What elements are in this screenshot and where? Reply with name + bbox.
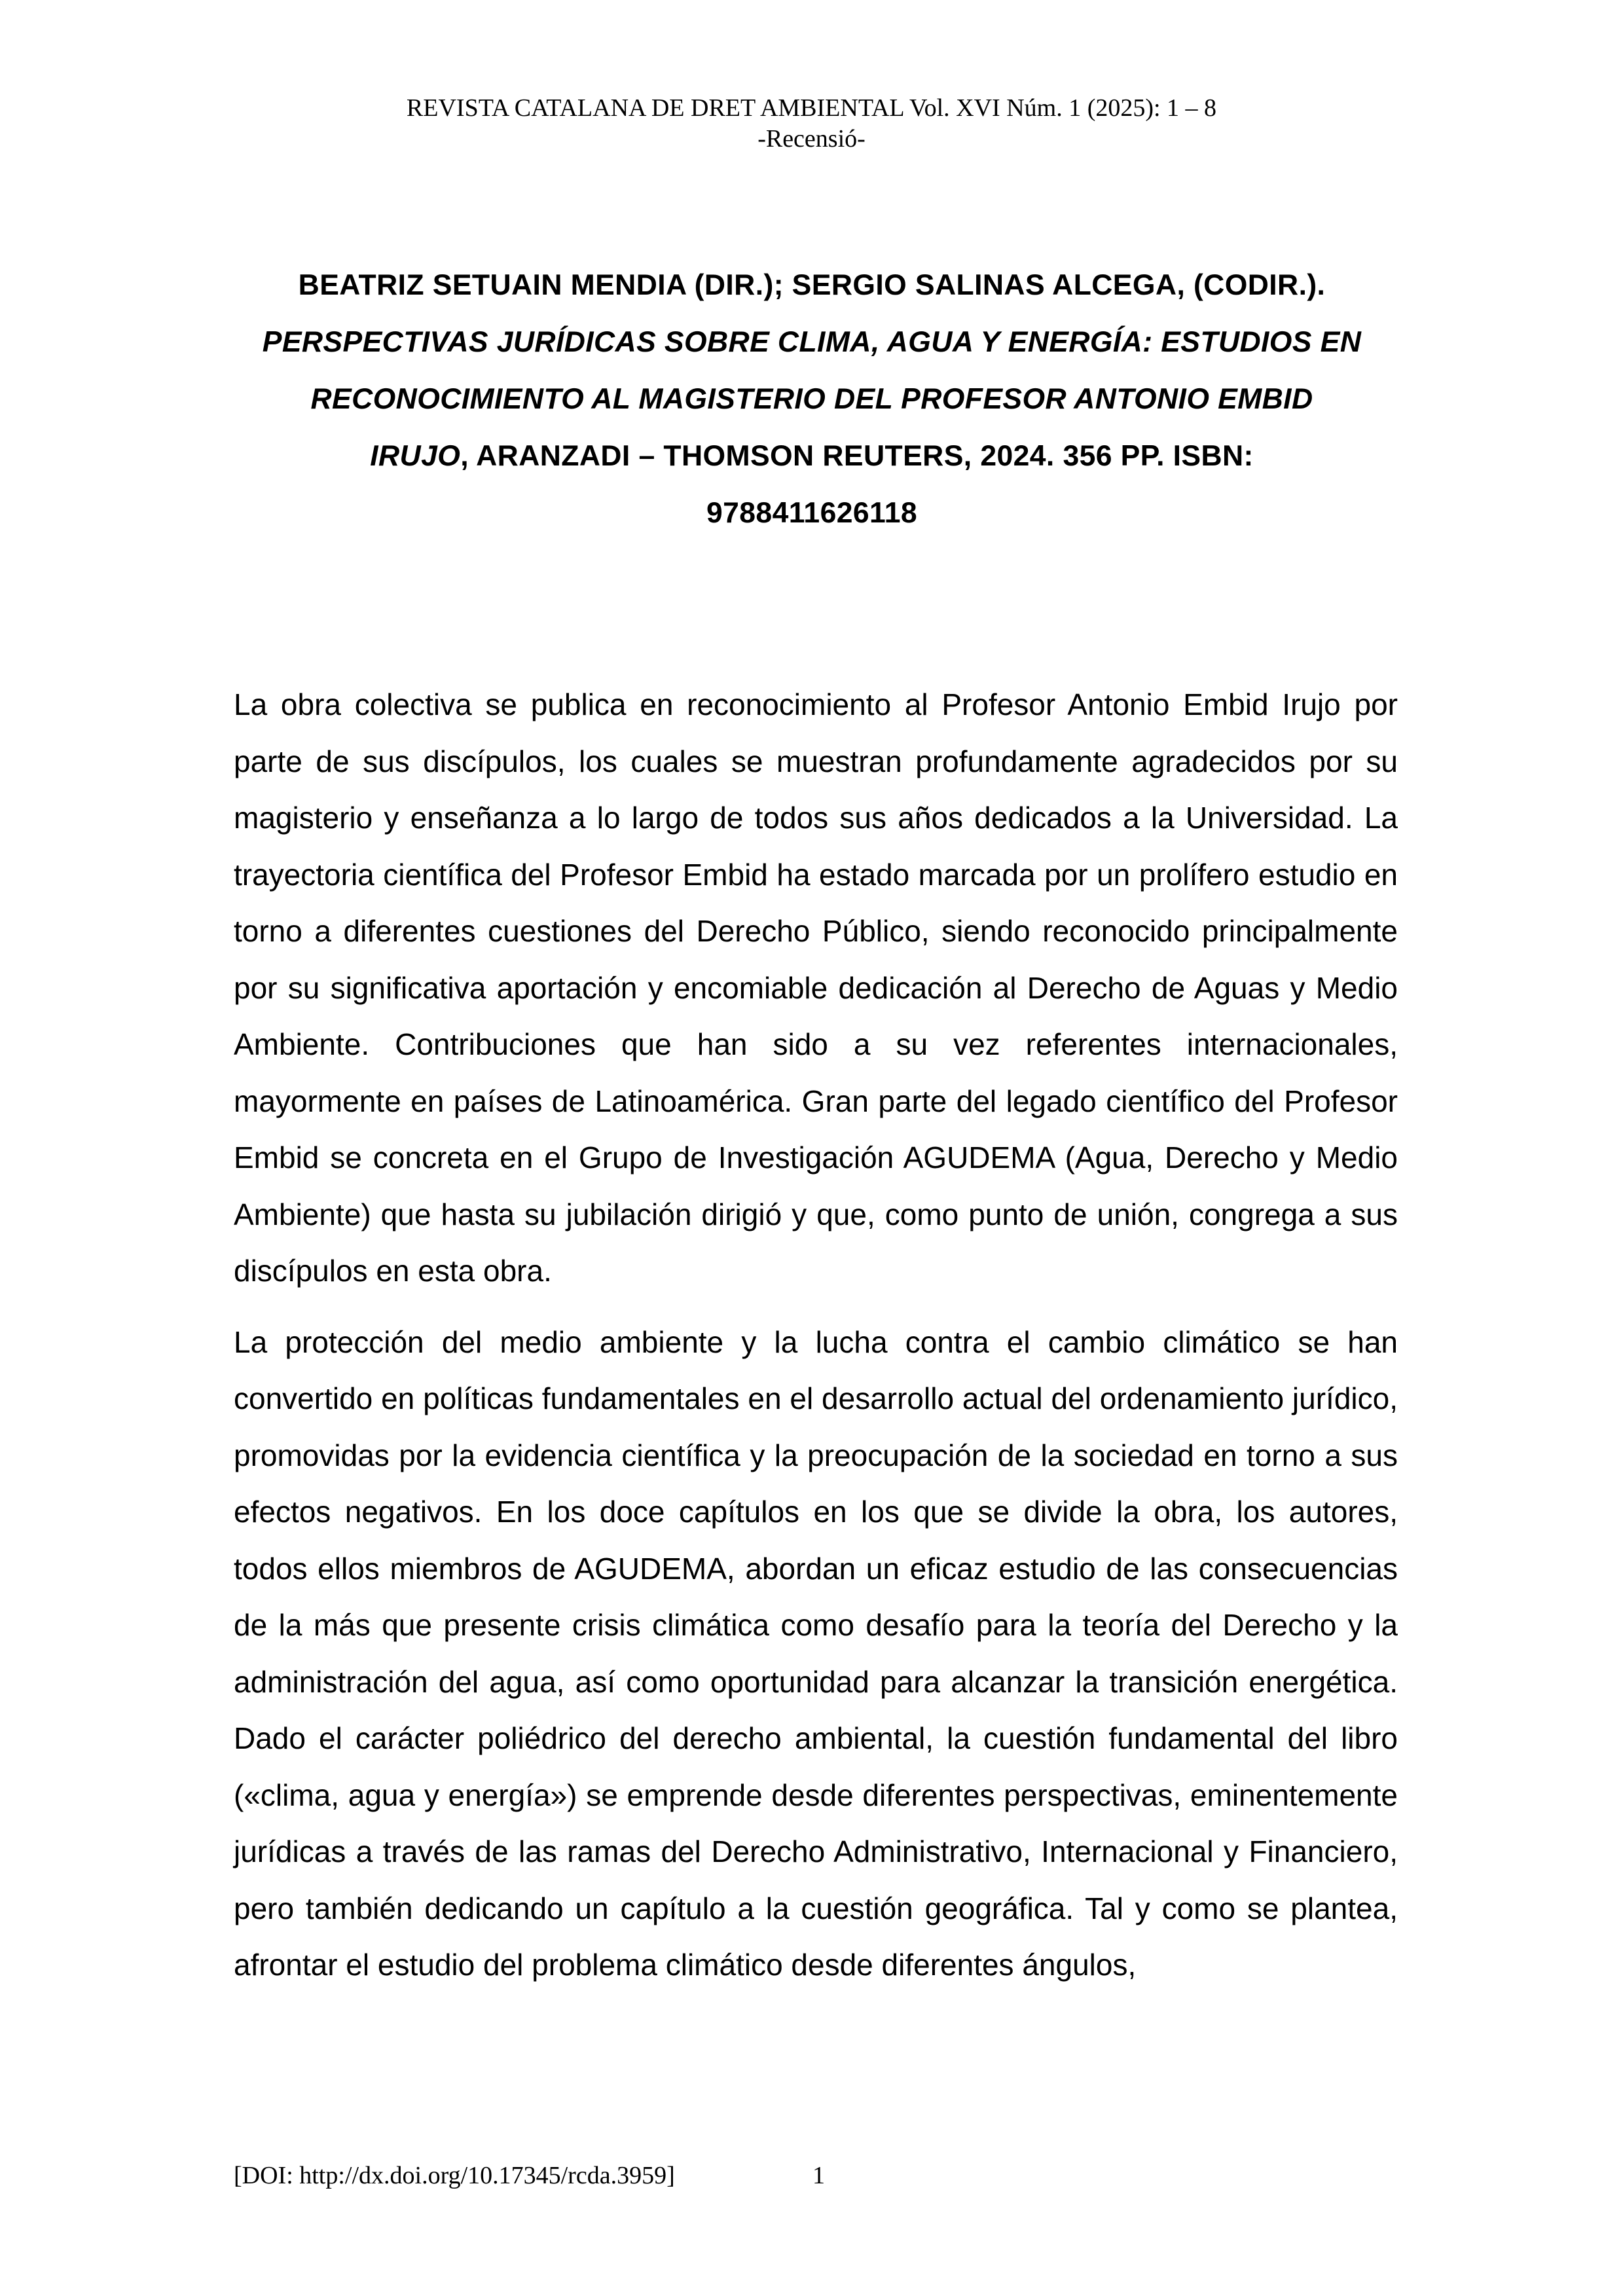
review-body: [234, 676, 1398, 2008]
publication-info: , ARANZADI – THOMSON REUTERS, 2024. 356 PP. ISBN: 9788411626118: [460, 440, 1254, 529]
section-label: -Recensió-: [757, 125, 866, 153]
page-number: 1: [812, 2162, 825, 2189]
book-title: PERSPECTIVAS JURÍDICAS SOBRE CLIMA, AGUA Y ENERGÍA: ESTUDIOS EN RECONOCIMIENTO AL MAGISTERIO DEL PROFESOR ANTONIO EMBID IRUJO: [262, 326, 1362, 472]
journal-citation: REVISTA CATALANA DE DRET AMBIENTAL Vol. XVI Núm. 1 (2025): 1 – 8: [406, 94, 1217, 122]
review-title: [262, 257, 1362, 541]
doi-link[interactable]: [DOI: http://dx.doi.org/10.17345/rcda.3959]: [234, 2162, 675, 2189]
paragraph: La obra colectiva se publica en reconocimiento al Profesor Antonio Embid Irujo por parte de sus discípulos, los cuales se muestran profundamente agradecidos por su magisterio y enseñanza a lo largo de todos sus años dedicados a la Universidad. La trayectoria científica del Profesor Embid ha estado marcada por un prolífero estudio en torno a diferentes cuestiones del Derecho Público, siendo reconocido principalmente por su significativa aportación y encomiable dedicación al Derecho de Aguas y Medio Ambiente. Contribuciones que han sido a su vez referentes internacionales, mayormente en países de Latinoamérica. Gran parte del legado científico del Profesor Embid se concreta en el Grupo de Investigación AGUDEMA (Agua, Derecho y Medio Ambiente) que hasta su jubilación dirigió y que, como punto de unión, congrega a sus discípulos en esta obra.: [234, 687, 1398, 1288]
running-header: [0, 93, 1623, 155]
book-authors: BEATRIZ SETUAIN MENDIA (DIR.); SERGIO SALINAS ALCEGA, (CODIR.).: [298, 269, 1326, 301]
paragraph: La protección del medio ambiente y la lucha contra el cambio climático se han convertido en políticas fundamentales en el desarrollo actual del ordenamiento jurídico, promovidas por la evidencia científica y la preocupación de la sociedad en torno a sus efectos negativos. En los doce capítulos en los que se divide la obra, los autores, todos ellos miembros de AGUDEMA, abordan un eficaz estudio de las consecuencias de la más que presente crisis climática como desafío para la teoría del Derecho y la administración del agua, así como oportunidad para alcanzar la transición energética. Dado el carácter poliédrico del derecho ambiental, la cuestión fundamental del libro («clima, agua y energía») se emprende desde diferentes perspectivas, eminentemente jurídicas a través de las ramas del Derecho Administrativo, Internacional y Financiero, pero también dedicando un capítulo a la cuestión geográfica. Tal y como se plantea, afrontar el estudio del problema climático desde diferentes ángulos,: [234, 1324, 1398, 1982]
